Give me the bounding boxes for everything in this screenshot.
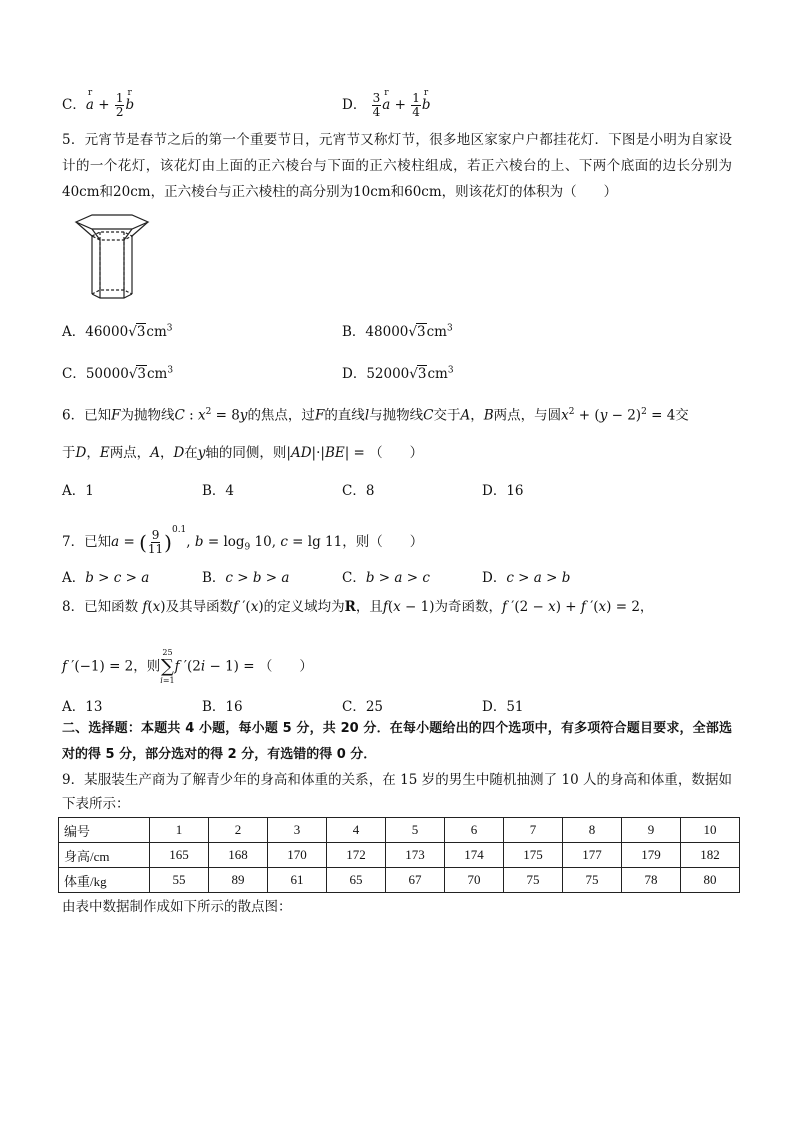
q6-stem-line1: 6．已知F为抛物线C : $x^2 = 8y$的焦点，过F的直线l与抛物线C交于A，B两点，与圆$x^2 + (y - 2)^2 = 4$交: [62, 407, 689, 424]
q5-option-d: D．$52000√3cm^3$: [342, 365, 454, 382]
height-weight-table: [58, 817, 740, 893]
lantern-figure: [72, 212, 154, 304]
q9-footer: 由表中数据制作成如下所示的散点图：: [62, 899, 292, 915]
q7-option-a: A．b > c > a: [62, 570, 150, 586]
q5-option-b: B．$48000√3cm^3$: [342, 323, 453, 340]
table-row: 编号 1 2 3 4 5 6 7 8 9 10: [59, 818, 740, 843]
table-row: 体重/kg 55 89 61 65 67 70 75 75 78 80: [59, 868, 740, 893]
fraction: $\frac{3}{4}$: [372, 91, 381, 119]
q4-option-d: D． $\frac{3}{4}$ r a + $\frac{1}{4}$ r b: [342, 92, 431, 119]
q8-option-d: D．51: [482, 699, 524, 715]
q8-option-c: C．25: [342, 699, 384, 715]
q7-stem: 7．已知a = ( $\frac{9}{11}$ )$^{0.1}$, $b = \log_9 10$, c = lg 11，则（ ）: [62, 525, 424, 556]
q6-stem-line2: 于D，E两点，A，D在y轴的同侧，则|AD|·|BE| = （ ）: [62, 445, 424, 461]
q5-option-a: A．$46000√3cm^3$: [62, 323, 173, 340]
q4-option-c: C．r a + $\frac{1}{2}$ r b: [62, 92, 134, 119]
q6-option-c: C．8: [342, 483, 375, 499]
q8-option-b: B．16: [202, 699, 243, 715]
section-2-heading: 二、选择题：本题共 4 小题，每小题 5 分，共 20 分．在每小题给出的四个选项中，有多项符合题目要求，全部选对的得 5 分，部分选对的得 2 分，有选错的得 0 分．: [62, 721, 732, 762]
sqrt-sign: √: [408, 324, 417, 340]
sqrt-sign: √: [128, 324, 137, 340]
q5-option-c: C．$50000√3cm^3$: [62, 365, 174, 382]
q8-option-a: A．13: [62, 699, 103, 715]
q6-option-b: B．4: [202, 483, 235, 499]
q7-option-d: D．c > a > b: [482, 570, 571, 586]
table-row: 身高/cm 165 168 170 172 173 174 175 177 179 182: [59, 843, 740, 868]
q8-stem-line2: f ′(−1) = 2，则 25 ∑ i=1 f ′(2i − 1) = （ ）: [62, 648, 313, 685]
q7-option-c: C．b > a > c: [342, 570, 430, 586]
sqrt-sign: √: [409, 366, 418, 382]
q6-option-a: A．1: [62, 483, 94, 499]
q8-stem-line1: 8．已知函数 f(x)及其导函数f ′(x)的定义域均为R，且f(x − 1)为奇函数，f ′(2 − x) + f ′(x) = 2，: [62, 599, 654, 615]
sqrt-sign: √: [128, 366, 138, 382]
fraction: $\frac{1}{2}$: [115, 91, 124, 119]
q7-option-b: B．c > b > a: [202, 570, 290, 586]
fraction: $\frac{9}{11}$: [147, 528, 164, 556]
q6-option-d: D．16: [482, 483, 524, 499]
q9-stem: 9．某服装生产商为了解青少年的身高和体重的关系，在 15 岁的男生中随机抽测了 10 人的身高和体重，数据如下表所示：: [62, 772, 732, 812]
fraction: $\frac{1}{4}$: [412, 91, 420, 119]
q5-stem: 5．元宵节是春节之后的第一个重要节日，元宵节又称灯节，很多地区家家户户都挂花灯．下图是小明为自家设计的一个花灯，该花灯由上面的正六棱台与下面的正六棱柱组成，若正六棱台的上、下两个底面的边长分别为40cm和20cm，正六棱台与正六棱柱的高分别为10cm和60cm，则该花灯的体积为（ ）: [62, 132, 732, 200]
